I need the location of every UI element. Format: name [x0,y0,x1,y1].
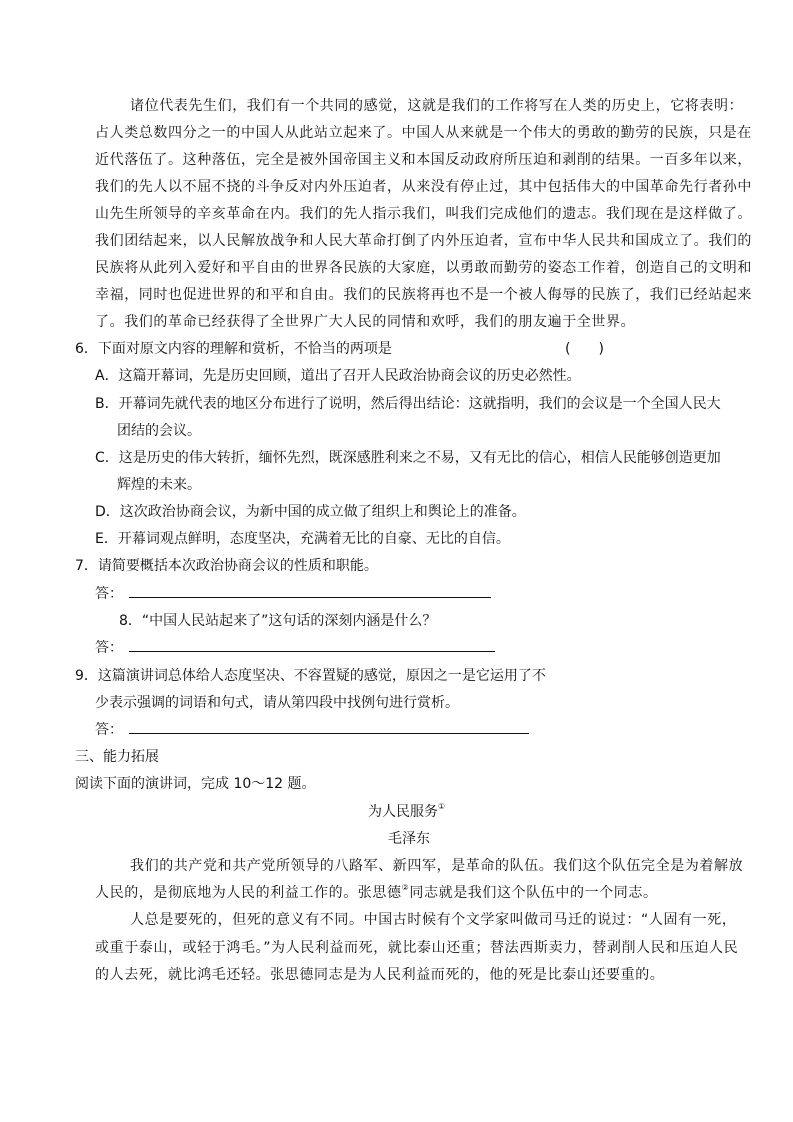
answer-blank[interactable] [129,585,491,598]
answer-bracket: ( ) [565,341,604,357]
passage-line: 民族将从此列入爱好和平自由的世界各民族的大家庭，以勇敢而勤劳的姿态工作着，创造自己的文明和 [95,260,752,276]
option-b: B．开幕词先就代表的地区分布进行了说明，然后得出结论：这就指明，我们的会议是一个全国人民大 [95,396,721,412]
passage-line: 我们的先人以不屈不挠的斗争反对内外压迫者，从来没有停止过，其中包括伟大的中国革命先行者孙中 [95,179,752,195]
essay-author: 毛泽东 [388,831,430,847]
essay-line: 我们的共产党和共产党所领导的八路军、新四军，是革命的队伍。我们这个队伍完全是为着解放 [130,858,744,874]
option-a: A．这篇开幕词，先是历史回顾，道出了召开人民政治协商会议的历史必然性。 [95,368,581,384]
essay-text: 人民的，是彻底地为人民的利益工作的。张思德 [95,885,402,901]
essay-text: 同志就是我们这个队伍中的一个同志。 [409,885,658,901]
option-e: E．开幕词观点鲜明，态度坚决，充满着无比的自豪、无比的自信。 [95,531,510,547]
answer-blank[interactable] [129,721,529,734]
question-7-stem: 7．请简要概括本次政治协商会议的性质和职能。 [75,558,378,574]
passage-line: 幸福，同时也促进世界的和平和自由。我们的民族将再也不是一个被人侮辱的民族了，我们已经站起来 [95,287,752,303]
question-9-stem-continued: 少表示强调的词语和句式，请从第四段中找例句进行赏析。 [95,695,459,711]
essay-title-text: 为人民服务 [368,804,438,820]
answer-row [95,638,495,658]
essay-line: 人总是要死的，但死的意义有不同。中国古时候有个文学家叫做司马迁的说过：“人固有一死， [130,912,737,928]
passage-line: 了。我们的革命已经获得了全世界广大人民的同情和欢呼，我们的朋友遍于全世界。 [95,314,636,330]
essay-line: 的人去死，就比鸿毛还轻。张思德同志是为人民利益而死的，他的死是比泰山还要重的。 [95,967,665,983]
passage-line: 我们团结起来，以人民解放战争和人民大革命打倒了内外压迫者，宣布中华人民共和国成立了。我们的 [95,233,752,249]
essay-title [368,802,445,822]
passage-line: 诸位代表先生们，我们有一个共同的感觉，这就是我们的工作将写在人类的历史上，它将表明： [130,98,744,114]
answer-row [95,584,491,604]
option-c-continued: 辉煌的未来。 [117,477,201,493]
passage-line: 山先生所领导的辛亥革命在内。我们的先人指示我们，叫我们完成他们的遗志。我们现在是这样做了。 [95,206,752,222]
question-8-stem: 8．“中国人民站起来了”这句话的深刻内涵是什么？ [119,613,437,629]
passage-line: 占人类总数四分之一的中国人从此站立起来了。中国人从来就是一个伟大的勇敢的勤劳的民族，只是在 [95,125,752,141]
footnote-marker: ① [438,802,446,811]
option-c: C．这是历史的伟大转折，缅怀先烈，既深感胜利来之不易，又有无比的信心，相信人民能够创造更加 [95,450,721,466]
option-d: D．这次政治协商会议，为新中国的成立做了组织上和舆论上的准备。 [95,504,526,520]
answer-row [95,720,529,740]
question-6-stem: 6．下面对原文内容的理解和赏析，不恰当的两项是 [75,341,392,357]
section-instruction: 阅读下面的演讲词，完成 10～12 题。 [75,776,316,792]
answer-label: 答： [95,586,123,602]
essay-line: 或重于泰山，或轻于鸿毛。”为人民利益而死，就比泰山还重；替法西斯卖力，替剥削人民和压迫人民 [95,940,739,956]
answer-blank[interactable] [129,639,495,652]
question-9-stem: 9．这篇演讲词总体给人态度坚决、不容置疑的感觉，原因之一是它运用了不 [75,668,546,684]
option-b-continued: 团结的会议。 [117,423,201,439]
answer-label: 答： [95,640,123,656]
answer-label: 答： [95,722,123,738]
footnote-marker: ② [401,883,410,892]
passage-line: 近代落伍了。这种落伍，完全是被外国帝国主义和本国反动政府所压迫和剥削的结果。一百多年以来， [95,152,752,168]
section-heading: 三、能力拓展 [75,749,159,765]
essay-line [95,883,658,903]
